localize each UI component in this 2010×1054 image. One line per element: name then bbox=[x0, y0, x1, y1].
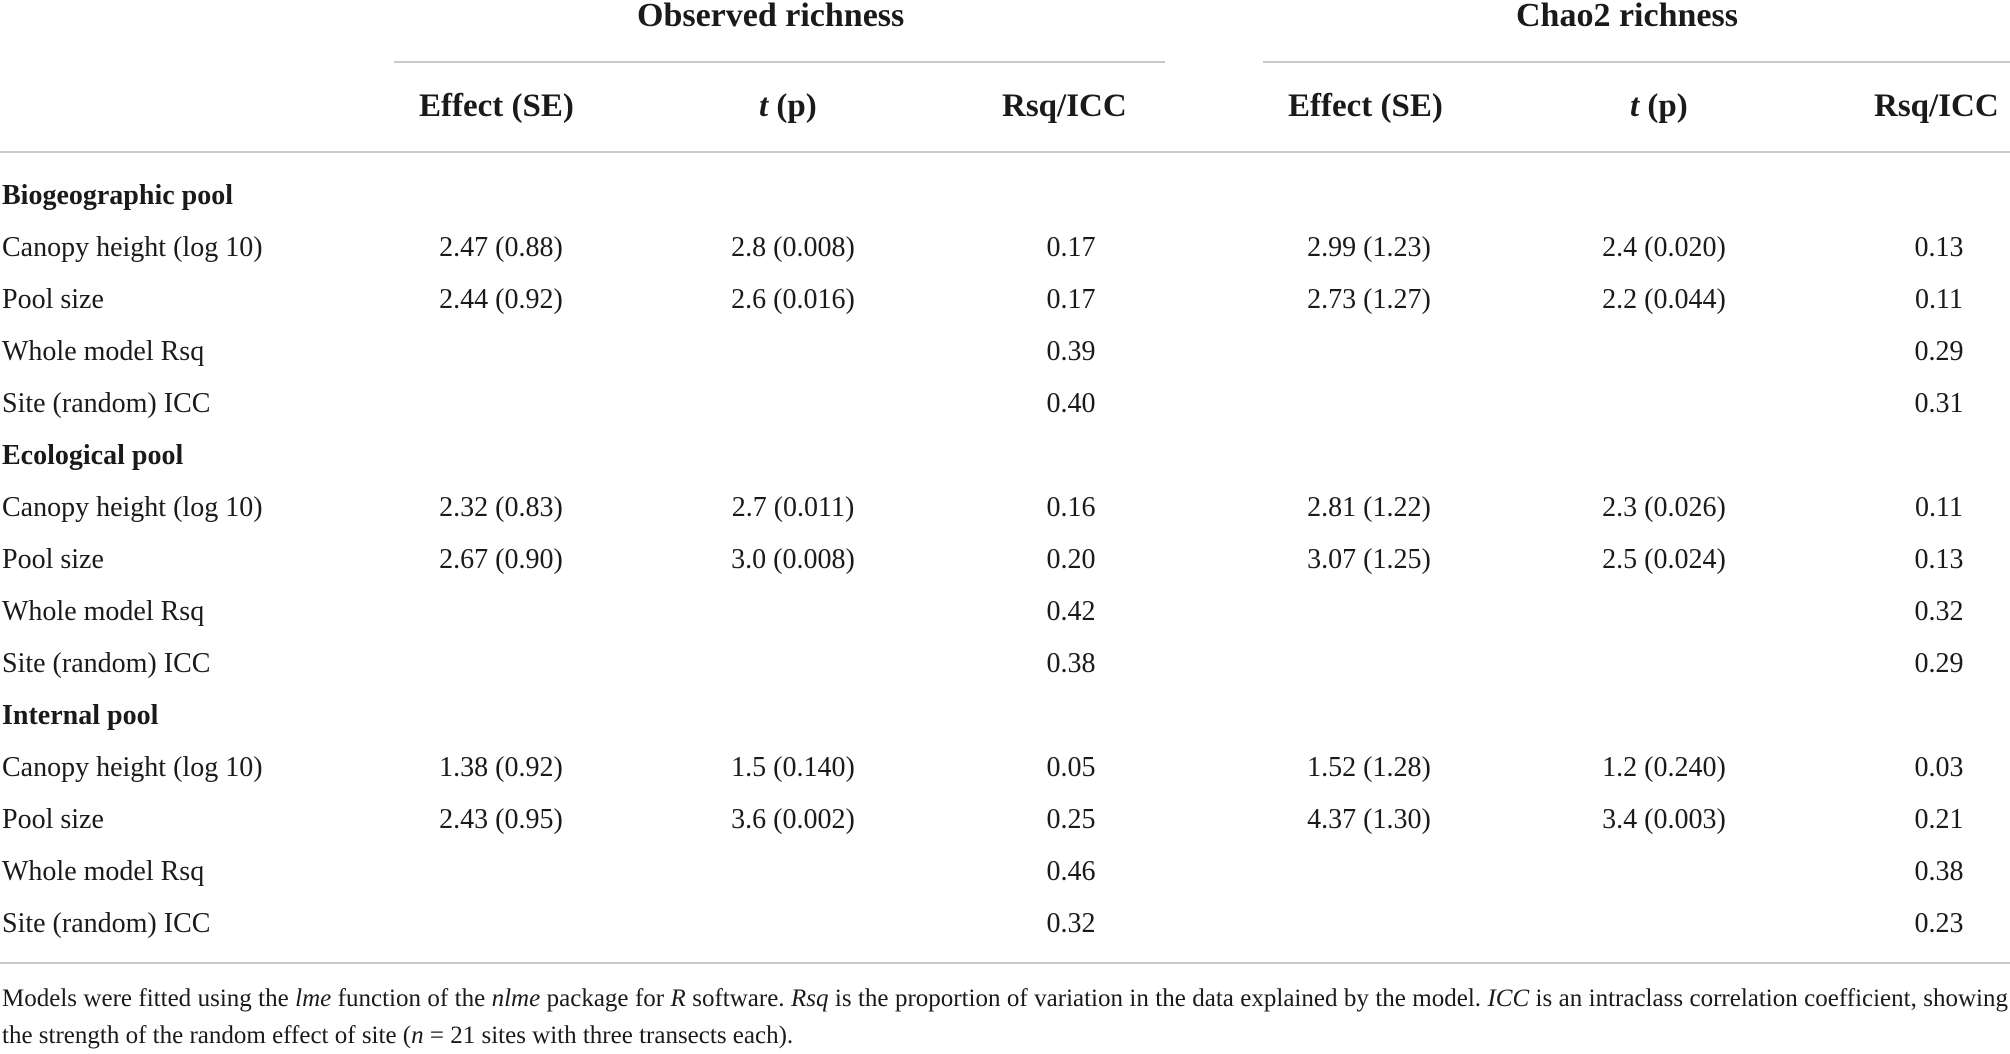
cell-obs-effect: 2.43 (0.95) bbox=[439, 804, 563, 835]
col-header-chao-effect: Effect (SE) bbox=[1288, 88, 1443, 124]
row-label: Canopy height (log 10) bbox=[2, 492, 263, 523]
cell-obs-r: 0.46 bbox=[1046, 856, 1096, 887]
cell-chao-t: 2.3 (0.026) bbox=[1602, 492, 1726, 523]
cell-chao-r: 0.32 bbox=[1914, 596, 1964, 627]
row-label: Pool size bbox=[2, 544, 104, 575]
col-header-obs-rsq: Rsq/ICC bbox=[1002, 88, 1127, 124]
cell-obs-t: 1.5 (0.140) bbox=[731, 752, 855, 783]
cell-obs-r: 0.32 bbox=[1046, 908, 1096, 939]
cell-chao-t: 2.2 (0.044) bbox=[1602, 284, 1726, 315]
cell-obs-effect: 1.38 (0.92) bbox=[439, 752, 563, 783]
cell-obs-r: 0.17 bbox=[1046, 232, 1096, 263]
cell-obs-r: 0.16 bbox=[1046, 492, 1096, 523]
cell-chao-r: 0.13 bbox=[1914, 232, 1964, 263]
row-label: Whole model Rsq bbox=[2, 336, 205, 367]
cell-chao-effect: 3.07 (1.25) bbox=[1307, 544, 1431, 575]
cell-obs-t: 2.8 (0.008) bbox=[731, 232, 855, 263]
observed-group-rule bbox=[394, 61, 1165, 63]
cell-obs-t: 3.6 (0.002) bbox=[731, 804, 855, 835]
cell-obs-r: 0.39 bbox=[1046, 336, 1096, 367]
cell-chao-t: 3.4 (0.003) bbox=[1602, 804, 1726, 835]
row-label: Site (random) ICC bbox=[2, 648, 211, 679]
cell-chao-effect: 1.52 (1.28) bbox=[1307, 752, 1431, 783]
cell-chao-r: 0.31 bbox=[1914, 388, 1964, 419]
cell-chao-r: 0.11 bbox=[1915, 284, 1963, 315]
cell-obs-t: 2.7 (0.011) bbox=[731, 492, 855, 523]
table-bottom-rule bbox=[0, 962, 2010, 964]
cell-obs-effect: 2.47 (0.88) bbox=[439, 232, 563, 263]
cell-chao-effect: 2.73 (1.27) bbox=[1307, 284, 1431, 315]
header-rule bbox=[0, 151, 2010, 153]
cell-chao-effect: 4.37 (1.30) bbox=[1307, 804, 1431, 835]
cell-obs-t: 2.6 (0.016) bbox=[731, 284, 855, 315]
row-label: Canopy height (log 10) bbox=[2, 752, 263, 783]
chao2-group-rule bbox=[1263, 61, 2010, 63]
col-header-obs-effect: Effect (SE) bbox=[419, 88, 574, 124]
row-label: Pool size bbox=[2, 804, 104, 835]
section-title: Biogeographic pool bbox=[2, 180, 234, 211]
cell-chao-r: 0.13 bbox=[1914, 544, 1964, 575]
cell-obs-r: 0.38 bbox=[1046, 648, 1096, 679]
cell-chao-effect: 2.81 (1.22) bbox=[1307, 492, 1431, 523]
col-header-chao-t: t (p) bbox=[1630, 88, 1688, 124]
cell-obs-effect: 2.67 (0.90) bbox=[439, 544, 563, 575]
section-title: Ecological pool bbox=[2, 440, 184, 471]
cell-chao-r: 0.11 bbox=[1915, 492, 1963, 523]
table-footnote: Models were fitted using the lme function of the nlme package for R software. Rsq is the proportion of variation in the data explained by the model. ICC is an intraclass correlation coefficient, showing the strength of the random effect of site (n = 21 sites with three transects each). bbox=[2, 985, 2008, 1049]
cell-obs-r: 0.05 bbox=[1046, 752, 1096, 783]
cell-obs-r: 0.42 bbox=[1046, 596, 1096, 627]
cell-obs-r: 0.25 bbox=[1046, 804, 1096, 835]
cell-obs-effect: 2.44 (0.92) bbox=[439, 284, 563, 315]
cell-chao-r: 0.29 bbox=[1914, 648, 1964, 679]
col-header-chao-rsq: Rsq/ICC bbox=[1874, 88, 1999, 124]
section-title: Internal pool bbox=[2, 700, 159, 731]
row-label: Pool size bbox=[2, 284, 104, 315]
group-header-observed-richness: Observed richness bbox=[637, 0, 905, 34]
cell-chao-r: 0.03 bbox=[1914, 752, 1964, 783]
cell-obs-effect: 2.32 (0.83) bbox=[439, 492, 563, 523]
cell-chao-t: 2.4 (0.020) bbox=[1602, 232, 1726, 263]
cell-chao-r: 0.38 bbox=[1914, 856, 1964, 887]
row-label: Whole model Rsq bbox=[2, 856, 205, 887]
row-label: Site (random) ICC bbox=[2, 388, 211, 419]
cell-chao-t: 1.2 (0.240) bbox=[1602, 752, 1726, 783]
group-header-chao2-richness: Chao2 richness bbox=[1516, 0, 1738, 34]
cell-chao-r: 0.21 bbox=[1914, 804, 1964, 835]
cell-chao-r: 0.23 bbox=[1914, 908, 1964, 939]
cell-obs-t: 3.0 (0.008) bbox=[731, 544, 855, 575]
cell-chao-t: 2.5 (0.024) bbox=[1602, 544, 1726, 575]
cell-obs-r: 0.17 bbox=[1046, 284, 1096, 315]
col-header-obs-t: t (p) bbox=[759, 88, 817, 124]
row-label: Whole model Rsq bbox=[2, 596, 205, 627]
cell-obs-r: 0.40 bbox=[1046, 388, 1096, 419]
cell-chao-effect: 2.99 (1.23) bbox=[1307, 232, 1431, 263]
cell-chao-r: 0.29 bbox=[1914, 336, 1964, 367]
row-label: Site (random) ICC bbox=[2, 908, 211, 939]
cell-obs-r: 0.20 bbox=[1046, 544, 1096, 575]
row-label: Canopy height (log 10) bbox=[2, 232, 263, 263]
